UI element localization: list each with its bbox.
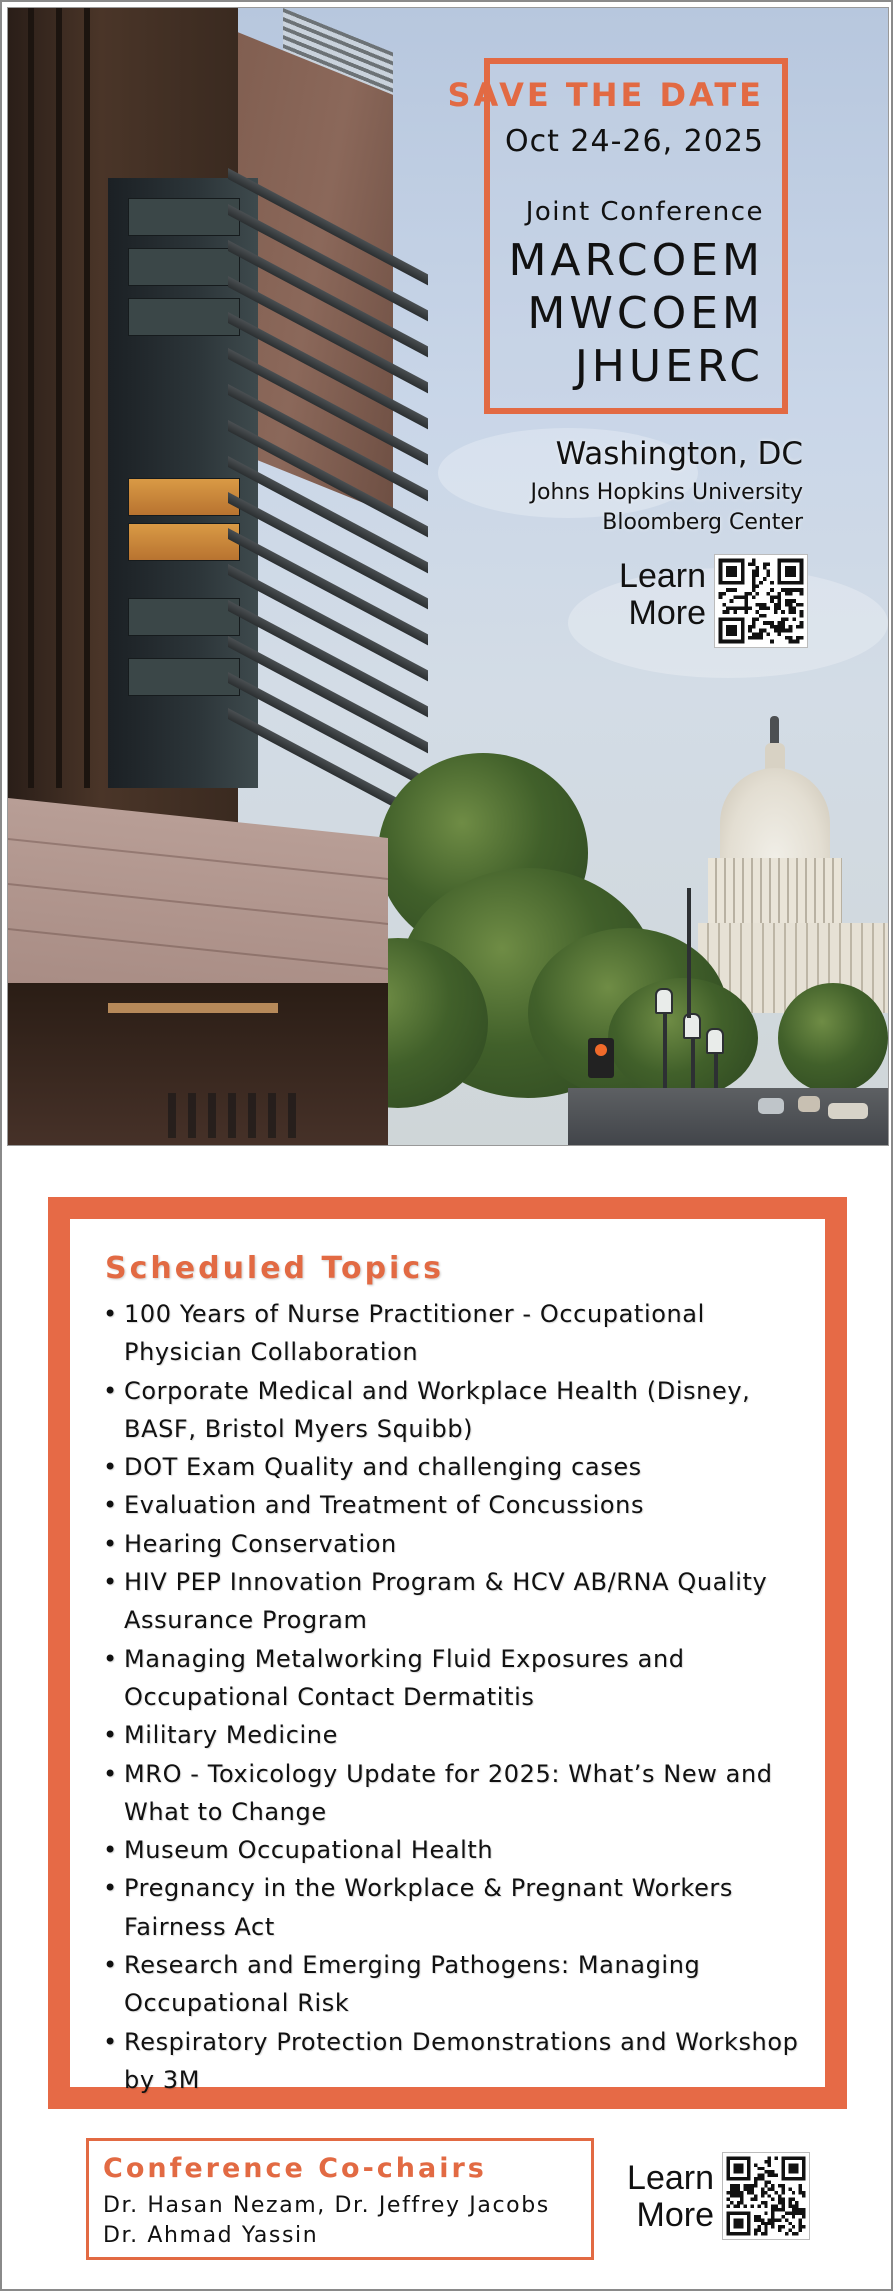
topic-item	[103, 1295, 823, 1372]
topic-item	[103, 1869, 823, 1946]
topic-text-line: Assurance Program	[124, 1606, 368, 1635]
bullet-icon: •	[103, 1300, 118, 1328]
topic-text-line: DOT Exam Quality and challenging cases	[124, 1453, 642, 1482]
bullet-icon: •	[103, 1836, 118, 1865]
traffic-signal	[588, 1038, 614, 1078]
topic-item	[103, 1831, 823, 1869]
topic-text-line: Corporate Medical and Workplace Health (Disney,	[124, 1376, 751, 1405]
bullet-icon: •	[103, 1759, 118, 1788]
topic-item	[103, 1563, 823, 1640]
topic-text-line: Physician Collaboration	[124, 1338, 419, 1367]
topic-text-line: by 3M	[124, 2065, 201, 2094]
bullet-icon: •	[103, 1644, 118, 1673]
topic-item	[103, 2023, 823, 2100]
topic-text-line: Managing Metalworking Fluid Exposures and	[124, 1644, 685, 1673]
bullet-icon: •	[103, 1951, 118, 1980]
learn-more-link-bottom[interactable]	[616, 2160, 714, 2234]
pedestrians	[168, 1093, 298, 1138]
bullet-icon: •	[103, 1874, 118, 1903]
scheduled-topics-title: Scheduled Topics	[105, 1251, 444, 1286]
topic-list	[103, 1295, 823, 2099]
bullet-icon: •	[103, 1529, 118, 1558]
venue-line-1: Johns Hopkins University	[530, 480, 803, 505]
bullet-icon: •	[103, 2027, 118, 2056]
bullet-icon: •	[103, 1721, 118, 1750]
building-louvers	[228, 168, 428, 848]
topic-item	[103, 1640, 823, 1717]
save-the-date-heading: SAVE THE DATE	[447, 76, 764, 114]
co-chairs-title: Conference Co-chairs	[103, 2153, 487, 2184]
topic-text-line: Hearing Conservation	[124, 1529, 397, 1558]
topic-item	[103, 1525, 823, 1563]
scheduled-topics-frame	[48, 1197, 847, 2109]
topic-text-line: BASF, Bristol Myers Squibb)	[124, 1414, 474, 1443]
topic-text-line: Museum Occupational Health	[124, 1836, 494, 1865]
topic-text-line: Occupational Risk	[124, 1989, 350, 2018]
bullet-icon: •	[103, 1453, 118, 1482]
topic-text-line: 100 Years of Nurse Practitioner - Occupational	[124, 1300, 705, 1328]
topic-item	[103, 1448, 823, 1486]
topic-item	[103, 1755, 823, 1832]
topic-text-line: Respiratory Protection Demonstrations and Workshop	[124, 2027, 799, 2056]
topic-item	[103, 1486, 823, 1524]
scheduled-topics-panel	[70, 1219, 825, 2094]
topic-text-line: Military Medicine	[124, 1721, 338, 1750]
bullet-icon: •	[103, 1491, 118, 1520]
organization-name: MWCOEM	[527, 288, 764, 339]
venue-line-2: Bloomberg Center	[602, 510, 803, 535]
co-chairs-box	[86, 2138, 594, 2260]
capitol-dome	[720, 768, 830, 863]
organization-name: MARCOEM	[508, 235, 764, 286]
organization-name: JHUERC	[574, 341, 764, 392]
learn-more-line2: More	[628, 594, 706, 632]
qr-code-icon[interactable]	[722, 2152, 810, 2240]
learn-more-link-top[interactable]	[614, 558, 706, 632]
topic-text-line: MRO - Toxicology Update for 2025: What’s New and	[124, 1759, 773, 1788]
learn-more-line1: Learn	[627, 2159, 714, 2197]
topic-item	[103, 1716, 823, 1754]
bullet-icon: •	[103, 1568, 118, 1597]
save-the-date-box	[447, 58, 788, 414]
topic-text-line: Occupational Contact Dermatitis	[124, 1682, 535, 1711]
learn-more-line2: More	[636, 2196, 714, 2234]
topic-text-line: Fairness Act	[124, 1912, 275, 1941]
topic-text-line: Research and Emerging Pathogens: Managing	[124, 1951, 701, 1980]
topic-item	[103, 1946, 823, 2023]
event-date: Oct 24-26, 2025	[505, 124, 764, 159]
bullet-icon: •	[103, 1376, 118, 1405]
topic-text-line: Pregnancy in the Workplace & Pregnant Workers	[124, 1874, 733, 1903]
qr-code-icon[interactable]	[714, 554, 808, 648]
capitol-statue	[770, 716, 779, 746]
co-chairs-names-2: Dr. Ahmad Yassin	[103, 2223, 319, 2248]
location-city: Washington, DC	[555, 436, 803, 472]
topic-item	[103, 1372, 823, 1449]
capitol-drum	[708, 858, 842, 928]
co-chairs-names-1: Dr. Hasan Nezam, Dr. Jeffrey Jacobs	[103, 2193, 550, 2218]
learn-more-line1: Learn	[619, 557, 706, 595]
topic-text-line: Evaluation and Treatment of Concussions	[124, 1491, 645, 1520]
joint-conference-label: Joint Conference	[525, 197, 764, 227]
topic-text-line: HIV PEP Innovation Program & HCV AB/RNA Quality	[124, 1568, 768, 1597]
topic-text-line: What to Change	[124, 1797, 327, 1826]
